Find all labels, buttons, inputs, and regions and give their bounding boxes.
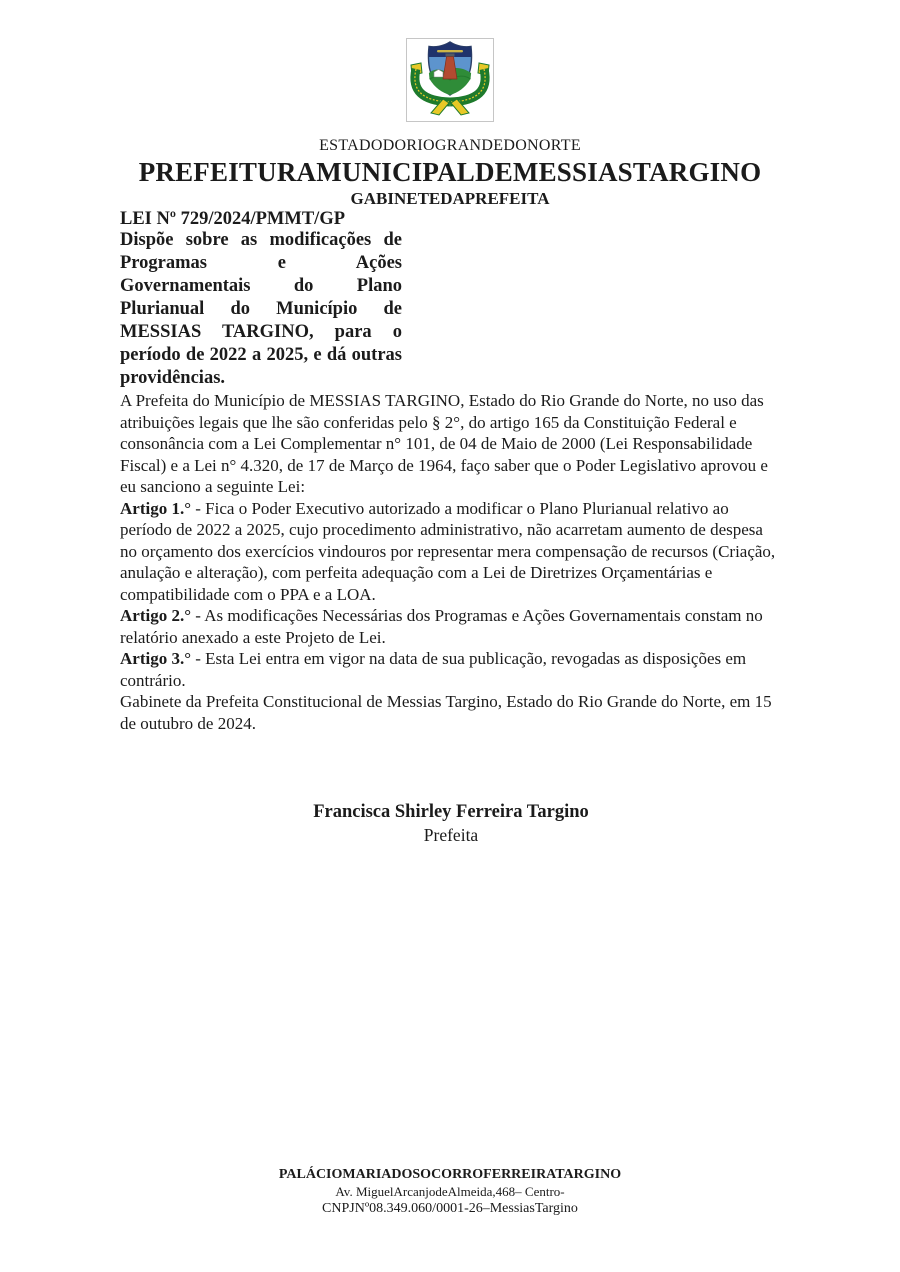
footer-address-line: Av. MiguelArcanjodeAlmeida,468– Centro- bbox=[335, 1184, 565, 1199]
header-municipality-line: PREFEITURAMUNICIPALDEMESSIASTARGINO bbox=[138, 157, 762, 187]
article-1-text: - Fica o Poder Executivo autorizado a modificar o Plano Plurianual relativo ao período de 2022 a 2025, cujo procedimento administrativo, não acarretam aumento de despesa no orçamento dos exercícios vindouros por representar mera compensação de recursos (Criação, anulação e alteração), com perfeita adequação com a Lei de Diretrizes Orçamentárias e compatibilidade com o PPA e a LOA. bbox=[120, 498, 776, 604]
page-footer bbox=[0, 1166, 900, 1217]
ementa-paragraph: Dispõe sobre as modificações de Programas e Ações Governamentais do Plano Plurianual do Município de MESSIAS TARGINO, para o período de 2022 a 2025, e dá outras providências. bbox=[120, 230, 402, 388]
preamble-paragraph: A Prefeita do Município de MESSIAS TARGINO, Estado do Rio Grande do Norte, no uso das atribuições legais que lhe são conferidas pelo § 2°, do artigo 165 da Constituição Federal e consonância com a Lei Complementar n° 101, de 04 de Maio de 2000 (Lei Responsabilidade Fiscal) e a Lei n° 4.320, de 17 de Março de 1964, faço saber que o Poder Legislativo aprovou e eu sanciono a seguinte Lei: bbox=[120, 391, 768, 496]
header-office-line: GABINETEDAPREFEITA bbox=[350, 189, 550, 208]
footer-palace-line: PALÁCIOMARIADOSOCORROFERREIRATARGINO bbox=[278, 1167, 622, 1182]
article-3-text: - Esta Lei entra em vigor na data de sua publicação, revogadas as disposições em contrário. bbox=[120, 649, 747, 690]
signature-name: Francisca Shirley Ferreira Targino bbox=[313, 802, 589, 822]
article-2-paragraph bbox=[120, 605, 782, 648]
law-number: LEI Nº 729/2024/PMMT/GP bbox=[120, 209, 346, 229]
signature-block bbox=[120, 800, 782, 847]
coat-of-arms-icon bbox=[407, 39, 493, 121]
closing-paragraph: Gabinete da Prefeita Constitucional de Messias Targino, Estado do Rio Grande do Norte, em 15 de outubro de 2024. bbox=[120, 692, 772, 733]
article-2-text: - As modificações Necessárias dos Programas e Ações Governamentais constam no relatório anexado a este Projeto de Lei. bbox=[120, 606, 763, 647]
coat-of-arms-logo bbox=[406, 38, 494, 122]
article-3-label: Artigo 3.° bbox=[120, 649, 192, 668]
article-2-label: Artigo 2.° bbox=[120, 606, 192, 625]
article-3-paragraph bbox=[120, 648, 782, 691]
article-1-paragraph bbox=[120, 498, 782, 606]
footer-cnpj-line: CNPJNº08.349.060/0001-26–MessiasTargino bbox=[322, 1201, 578, 1216]
signature-title: Prefeita bbox=[423, 825, 479, 845]
document-body bbox=[120, 209, 782, 847]
logo-row bbox=[0, 0, 900, 126]
article-1-label: Artigo 1.° bbox=[120, 498, 192, 518]
header-state-line: ESTADODORIOGRANDEDONORTE bbox=[319, 137, 581, 154]
